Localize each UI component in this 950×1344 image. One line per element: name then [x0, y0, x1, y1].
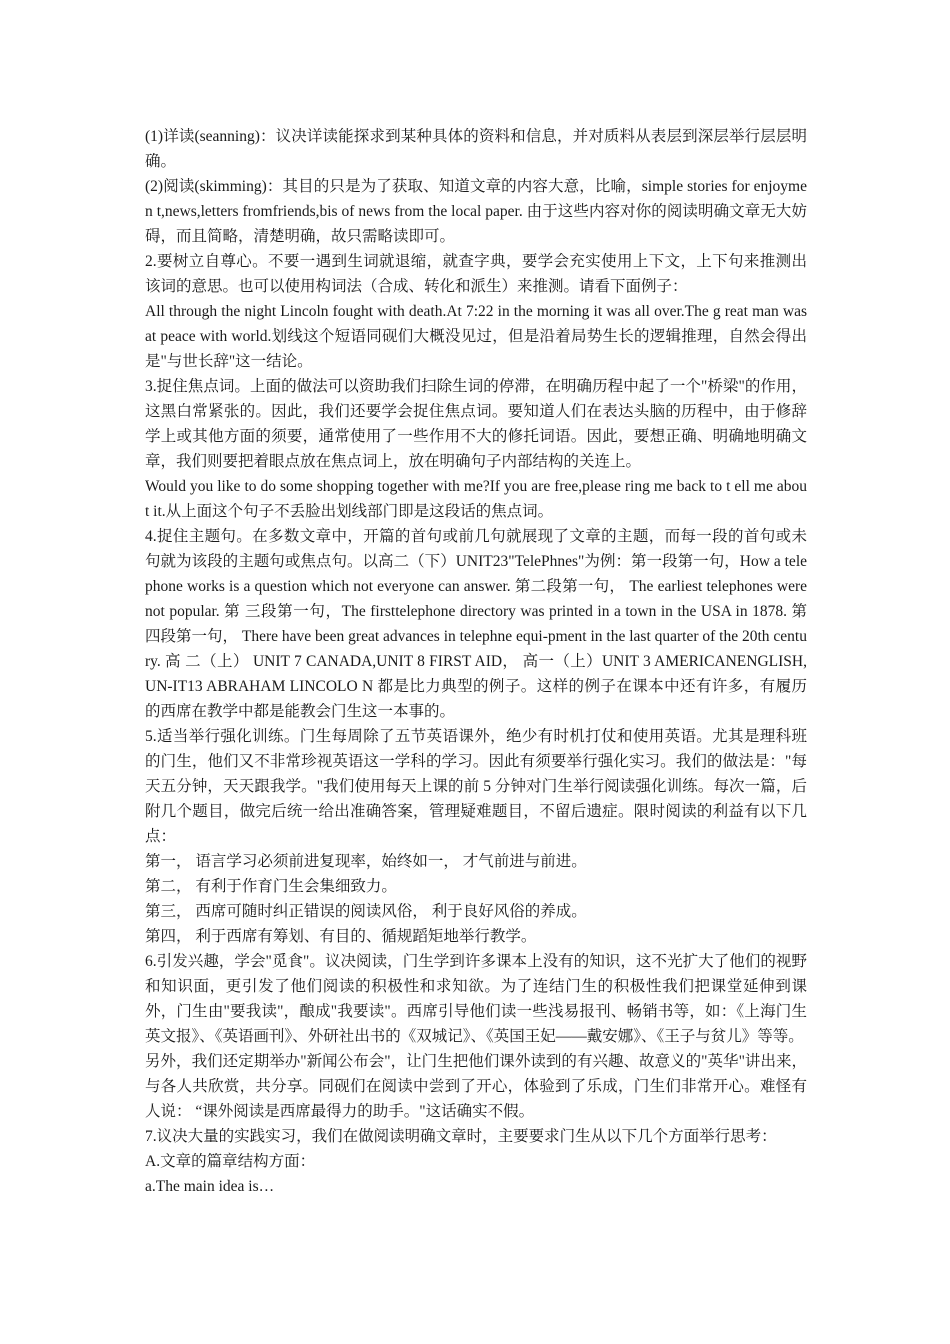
paragraph-6: Would you like to do some shopping together with me?If you are free,please ring me back to t ell me about it.从上面这个句子不丢脸出划线部门即是这段话的焦点词。 [145, 478, 807, 520]
paragraph-11: 第三， 西席可随时纠正错误的阅读风俗， 利于良好风俗的养成。 [145, 903, 587, 920]
paragraph-10: 第二， 有利于作育门生会集细致力。 [145, 878, 397, 895]
paragraph-14: 另外，我们还定期举办"新闻公布会"，让门生把他们课外读到的有兴趣、故意义的"英华"讲出来，与各人共欣赏，共分享。同砚们在阅读中尝到了开心，体验到了乐成，门生们非常开心。难怪有人说： “课外阅读是西席最得力的助手。"这话确实不假。 [145, 1053, 807, 1120]
paragraph-1: (1)详读(seanning)：议决详读能探求到某种具体的资料和信息，并对质料从表层到深层举行层层明确。 [145, 128, 807, 170]
document-page [145, 124, 807, 1199]
paragraph-7: 4.捉住主题句。在多数文章中，开篇的首句或前几句就展现了文章的主题，而每一段的首句或未句就为该段的主题句或焦点句。以高二（下）UNIT23"TelePhnes"为例：第一段第一句，How a telephone works is a question which not everyone can answer. 第二段第一句， The earliest telephones were not popular. 第 三段第一句，The firsttelephone directory was printed in a town in the USA in 1878. 第四段第一句， There have been great advances in telephne equi-pment in the last quarter of the 20th century. 高 二（上） UNIT 7 CANADA,UNIT 8 FIRST AID， 高一（上）UNIT 3 AMERICANENGLISH,UN-IT13 ABRAHAM LINCOLO N 都是比力典型的例子。这样的例子在课本中还有许多，有履历的西席在教学中都是能教会门生这一本事的。 [145, 528, 807, 720]
paragraph-12: 第四， 利于西席有筹划、有目的、循规蹈矩地举行教学。 [145, 928, 537, 945]
paragraph-2: (2)阅读(skimming)：其目的只是为了获取、知道文章的内容大意，比喻，simple stories for enjoymen t,news,letters fromfriends,bis of news from the local paper. 由于这些内容对你的阅读明确文章无大妨碍，而且简略，清楚明确，故只需略读即可。 [145, 178, 807, 245]
paragraph-16: A.文章的篇章结构方面： [145, 1153, 316, 1170]
paragraph-13: 6.引发兴趣，学会"觅食"。议决阅读，门生学到许多课本上没有的知识，这不光扩大了他们的视野和知识面，更引发了他们阅读的积极性和求知欲。为了连结门生的积极性我们把课堂延伸到课外，门生由"要我读"，酿成"我要读"。西席引导他们读一些浅易报刊、畅销书等，如：《上海门生英文报》、《英语画刊》、外研社出书的《双城记》、《英国王妃——戴安娜》、《王子与贫儿》等等。 [145, 953, 807, 1045]
paragraph-9: 第一， 语言学习必须前进复现率，始终如一， 才气前进与前进。 [145, 853, 587, 870]
paragraph-17: a.The main idea is… [145, 1178, 275, 1195]
paragraph-8: 5.适当举行强化训练。门生每周除了五节英语课外，绝少有时机打仗和使用英语。尤其是理科班的门生，他们又不非常珍视英语这一学科的学习。因此有须要举行强化实习。我们的做法是："每天五分钟，天天跟我学。"我们使用每天上课的前 5 分钟对门生举行阅读强化训练。每次一篇，后附几个题目，做完后统一给出准确答案，管理疑难题目，不留后遗症。限时阅读的利益有以下几点： [145, 728, 807, 845]
paragraph-15: 7.议决大量的实践实习，我们在做阅读明确文章时，主要要求门生从以下几个方面举行思考： [145, 1128, 777, 1145]
paragraph-4: All through the night Lincoln fought with death.At 7:22 in the morning it was all over.The g reat man was at peace with world.划线这个短语同砚们大概没见过，但是沿着局势生长的逻辑推理，自然会得出是"与世长辞"这一结论。 [145, 303, 807, 370]
paragraph-5: 3.捉住焦点词。上面的做法可以资助我们扫除生词的停滞，在明确历程中起了一个"桥梁"的作用，这黑白常紧张的。因此，我们还要学会捉住焦点词。要知道人们在表达头脑的历程中，由于修辞学上或其他方面的须要，通常使用了一些作用不大的修托词语。因此，要想正确、明确地明确文章，我们则要把着眼点放在焦点词上，放在明确句子内部结构的关连上。 [145, 378, 807, 470]
paragraph-3: 2.要树立自尊心。不要一遇到生词就退缩，就查字典，要学会充实使用上下文，上下句来推测出该词的意思。也可以使用构词法（合成、转化和派生）来推测。请看下面例子： [145, 253, 807, 295]
